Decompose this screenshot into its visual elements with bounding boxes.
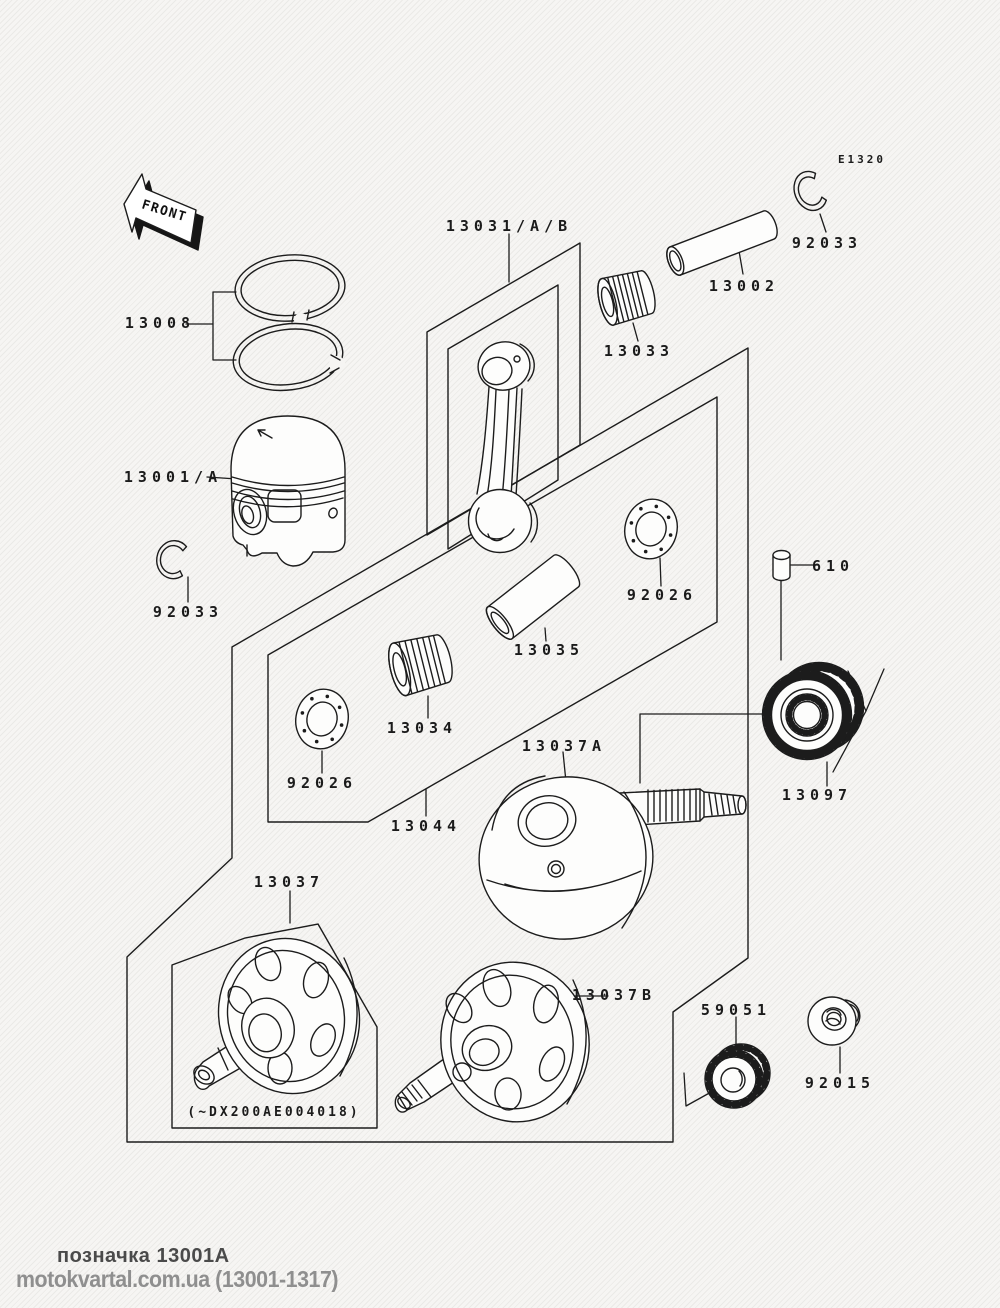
part-label-92033-right: 92033 — [791, 234, 863, 252]
part-label-13097: 13097 — [781, 786, 853, 804]
part-label-610: 610 — [811, 557, 855, 575]
serial-range-note: (~DX200AE004018) — [187, 1105, 361, 1120]
part-label-13002: 13002 — [708, 277, 780, 295]
part-label-92026-left: 92026 — [286, 774, 358, 792]
part-label-13037a: 13037A — [521, 737, 607, 755]
part-label-13034: 13034 — [386, 719, 458, 737]
nut-92015-drawing — [808, 997, 860, 1045]
part-label-13001-a: 13001/A — [123, 468, 223, 486]
crank-13037b-drawing — [395, 950, 601, 1133]
crank-13037-drawing — [190, 923, 375, 1108]
washer-right-drawing — [619, 494, 684, 565]
page-code: E1320 — [837, 153, 887, 166]
front-arrow — [124, 174, 203, 250]
part-label-13044: 13044 — [390, 817, 462, 835]
part-label-92033-left: 92033 — [152, 603, 224, 621]
watermark-site: motokvartal.com.ua (13001-1317) — [16, 1266, 339, 1292]
part-label-13031-a-b: 13031/A/B — [445, 217, 573, 235]
connecting-rod-drawing — [469, 336, 538, 552]
piston-drawing — [228, 416, 345, 566]
part-label-92026-right: 92026 — [626, 586, 698, 604]
part-label-59051: 59051 — [700, 1001, 772, 1019]
part-label-13033: 13033 — [603, 342, 675, 360]
gear-59051-drawing — [705, 1044, 770, 1108]
circlip-left-drawing — [154, 539, 187, 580]
piston-rings-drawing — [229, 251, 347, 396]
dowel-pin-drawing — [773, 551, 790, 581]
circlip-right-drawing — [788, 168, 828, 215]
part-label-92015: 92015 — [804, 1074, 876, 1092]
washer-left-drawing — [290, 684, 355, 755]
front-arrow-label: FRONT — [139, 197, 189, 226]
piston-pin-drawing — [663, 209, 780, 278]
bearing-13034-drawing — [384, 631, 456, 698]
part-label-13037: 13037 — [253, 873, 325, 891]
watermark-caption: позначка 13001A — [57, 1245, 230, 1267]
part-label-13008: 13008 — [124, 314, 196, 332]
crank-pin-drawing — [482, 551, 584, 643]
crank-13037a-drawing — [469, 766, 746, 951]
bearing-13033-drawing — [594, 267, 659, 327]
part-label-13035: 13035 — [513, 641, 585, 659]
part-label-13037b: 13037B — [571, 986, 657, 1004]
